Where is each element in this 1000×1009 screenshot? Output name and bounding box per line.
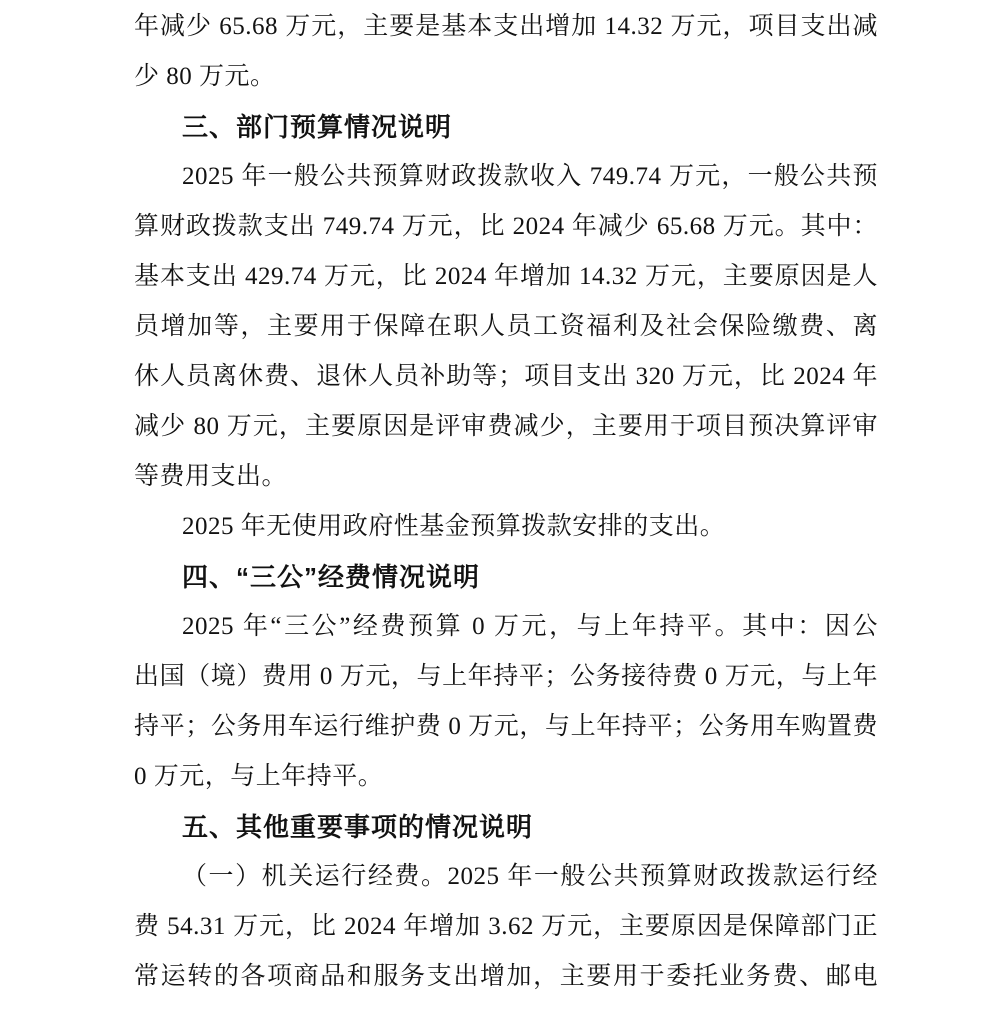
text-line: 2025 年一般公共预算财政拨款收入 749.74 万元，一般公共预 [182, 163, 878, 190]
text-line: 出国（境）费用 0 万元，与上年持平；公务接待费 0 万元，与上年 [134, 663, 878, 690]
text-line: 等费用支出。 [134, 463, 288, 490]
text-line: 持平；公务用车运行维护费 0 万元，与上年持平；公务用车购置费 [134, 713, 878, 740]
text-line: 休人员离休费、退休人员补助等；项目支出 320 万元，比 2024 年 [134, 363, 878, 390]
section-heading-budget: 三、部门预算情况说明 [182, 112, 453, 142]
text-line: 常运转的各项商品和服务支出增加，主要用于委托业务费、邮电 [134, 963, 878, 990]
text-line: 员增加等，主要用于保障在职人员工资福利及社会保险缴费、离 [134, 313, 878, 340]
text-line: （一）机关运行经费。2025 年一般公共预算财政拨款运行经 [182, 863, 878, 890]
text-line: 基本支出 429.74 万元，比 2024 年增加 14.32 万元，主要原因是人 [134, 263, 878, 290]
text-line: 算财政拨款支出 749.74 万元，比 2024 年减少 65.68 万元。其中： [134, 213, 878, 240]
text-line: 少 80 万元。 [134, 63, 276, 90]
section-heading-other: 五、其他重要事项的情况说明 [182, 812, 534, 842]
text-line: 0 万元，与上年持平。 [134, 763, 384, 790]
text-line: 减少 80 万元，主要原因是评审费减少，主要用于项目预决算评审 [134, 413, 878, 440]
text-line: 2025 年无使用政府性基金预算拨款安排的支出。 [182, 513, 726, 540]
section-heading-sangong: 四、“三公”经费情况说明 [182, 562, 481, 592]
text-line: 年减少 65.68 万元，主要是基本支出增加 14.32 万元，项目支出减 [134, 13, 878, 40]
text-line: 2025 年“三公”经费预算 0 万元，与上年持平。其中：因公 [182, 613, 878, 640]
text-line: 费 54.31 万元，比 2024 年增加 3.62 万元，主要原因是保障部门正 [134, 913, 878, 940]
